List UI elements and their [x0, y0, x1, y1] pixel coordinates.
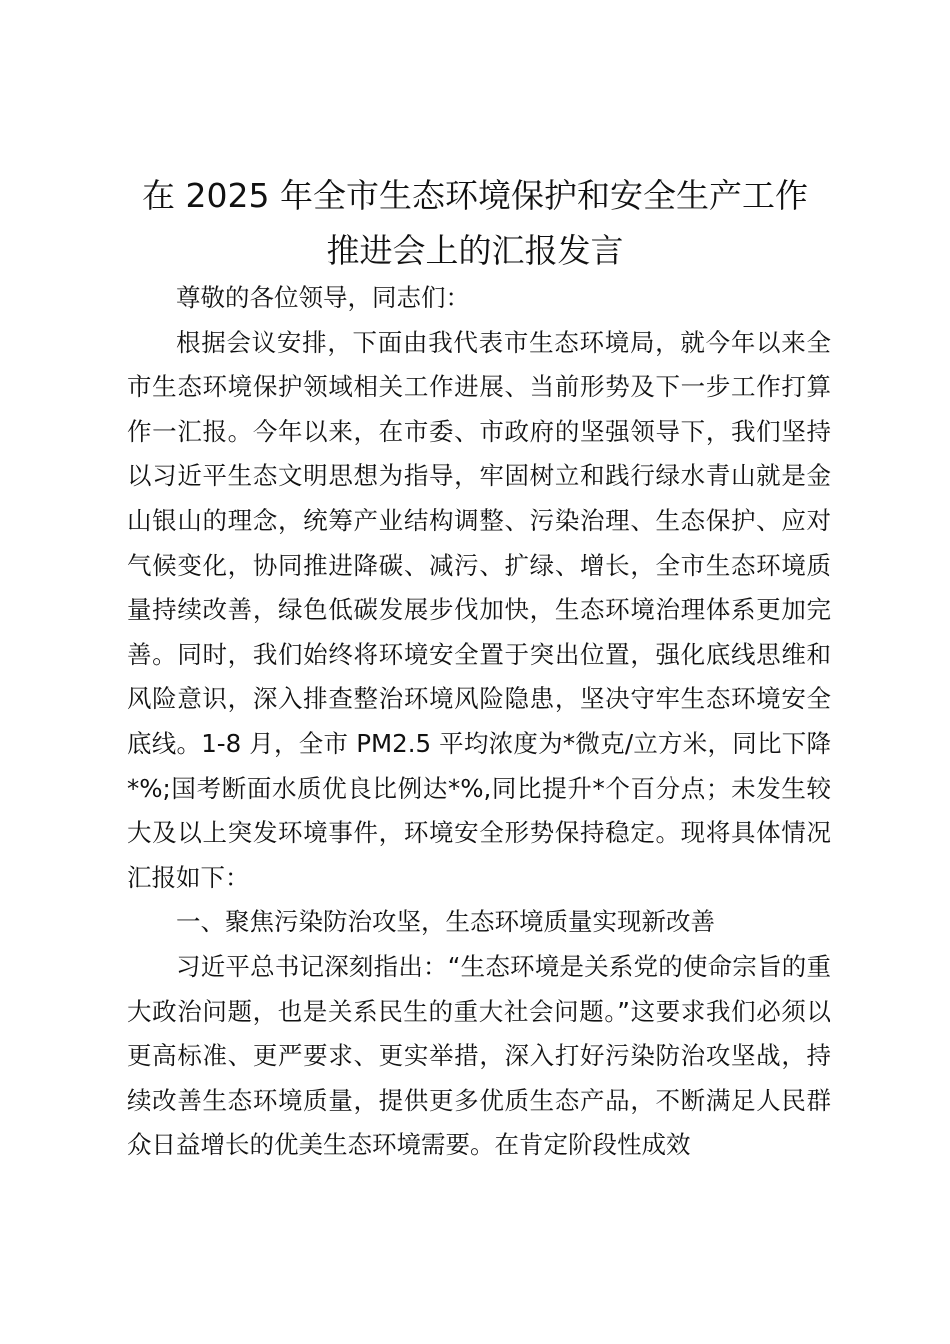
document-body [127, 276, 831, 1168]
paragraph-section-1: 习近平总书记深刻指出：“生态环境是关系党的使命宗旨的重大政治问题，也是关系民生的重大社会问题。”这要求我们必须以更高标准、更严要求、更实举措，深入打好污染防治攻坚战，持续改善生态环境质量，提供更多优质生态产品，不断满足人民群众日益增长的优美生态环境需要。在肯定阶段性成效 [127, 951, 831, 1160]
salutation: 尊敬的各位领导，同志们： [176, 283, 470, 312]
paragraph-intro: 根据会议安排，下面由我代表市生态环境局，就今年以来全市生态环境保护领域相关工作进展、当前形势及下一步工作打算作一汇报。今年以来，在市委、市政府的坚强领导下，我们坚持以习近平生态文明思想为指导，牢固树立和践行绿水青山就是金山银山的理念，统筹产业结构调整、污染治理、生态保护、应对气候变化，协同推进降碳、减污、扩绿、增长，全市生态环境质量持续改善，绿色低碳发展步伐加快，生态环境治理体系更加完善。同时，我们始终将环境安全置于突出位置，强化底线思维和风险意识，深入排查整治环境风险隐患，坚决守牢生态环境安全底线。1-8 月，全市 PM2.5 平均浓度为*微克/立方米，同比下降*%;国考断面水质优良比例达*%,同比提升*个百分点；未发生较大及以上突发环境事件，环境安全形势保持稳定。现将具体情况汇报如下： [127, 327, 831, 892]
title-line-2: 推进会上的汇报发言 [326, 231, 624, 270]
section-heading-1: 一、聚焦污染防治攻坚，生态环境质量实现新改善 [176, 907, 715, 937]
document-title [100, 168, 850, 278]
title-line-1: 在 2025 年全市生态环境保护和安全生产工作 [142, 176, 808, 215]
